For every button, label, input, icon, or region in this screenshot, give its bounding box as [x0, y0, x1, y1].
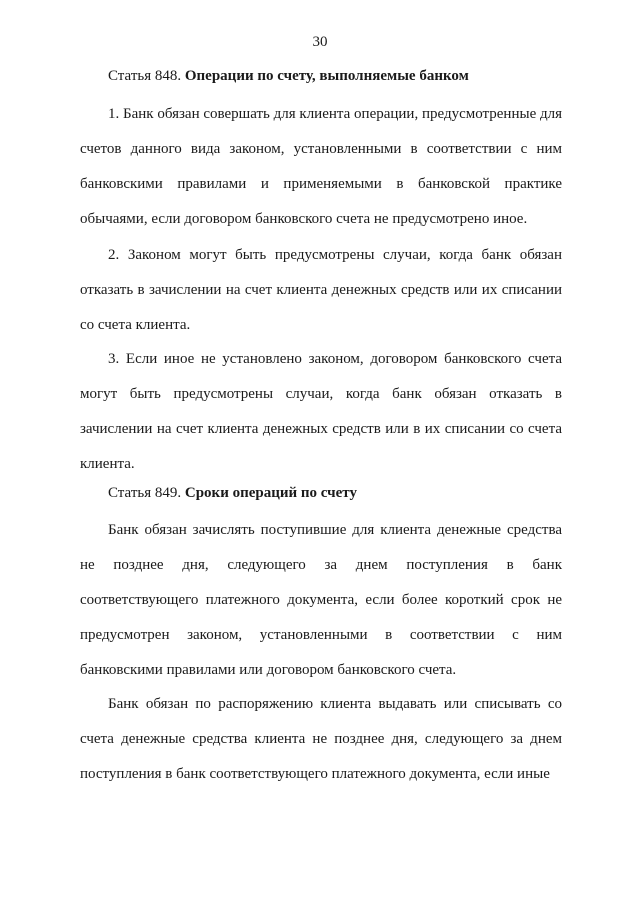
- article-848-paragraph-1: 1. Банк обязан совершать для клиента операции, предусмотренные для счетов данного вида законом, установленными в соответствии с ним банковскими правилами и применяемыми в банковской практике обычаями, если договором банковского счета не предусмотрено иное.: [80, 106, 562, 227]
- article-848-paragraph-2: 2. Законом могут быть предусмотрены случаи, когда банк обязан отказать в зачислении на счет клиента денежных средств или их списании со счета клиента.: [80, 247, 562, 333]
- page-number: 30: [312, 34, 328, 50]
- article-849-paragraph-2: Банк обязан по распоряжению клиента выдавать или списывать со счета денежные средства клиента не позднее дня, следующего за днем поступления в банк соответствующего платежного документа, если иные: [80, 696, 562, 782]
- article-848-label: Статья 848.: [108, 68, 182, 84]
- article-849-label: Статья 849.: [108, 485, 182, 501]
- article-849-heading: [108, 485, 357, 502]
- article-848-title: Операции по счету, выполняемые банком: [184, 68, 469, 84]
- article-849-paragraph-1: Банк обязан зачислять поступившие для клиента денежные средства не позднее дня, следующего за днем поступления в банк соответствующего платежного документа, если более короткий срок не предусмотрен законом, установленными в соответствии с ним банковскими правилами или договором банковского счета.: [80, 522, 562, 678]
- article-848-heading: [108, 68, 469, 85]
- article-848-paragraph-3: 3. Если иное не установлено законом, договором банковского счета могут быть предусмотрены случаи, когда банк обязан отказать в зачислении на счет клиента денежных средств или в их списании со счета клиента.: [80, 351, 562, 472]
- article-849-title: Сроки операций по счету: [184, 485, 357, 501]
